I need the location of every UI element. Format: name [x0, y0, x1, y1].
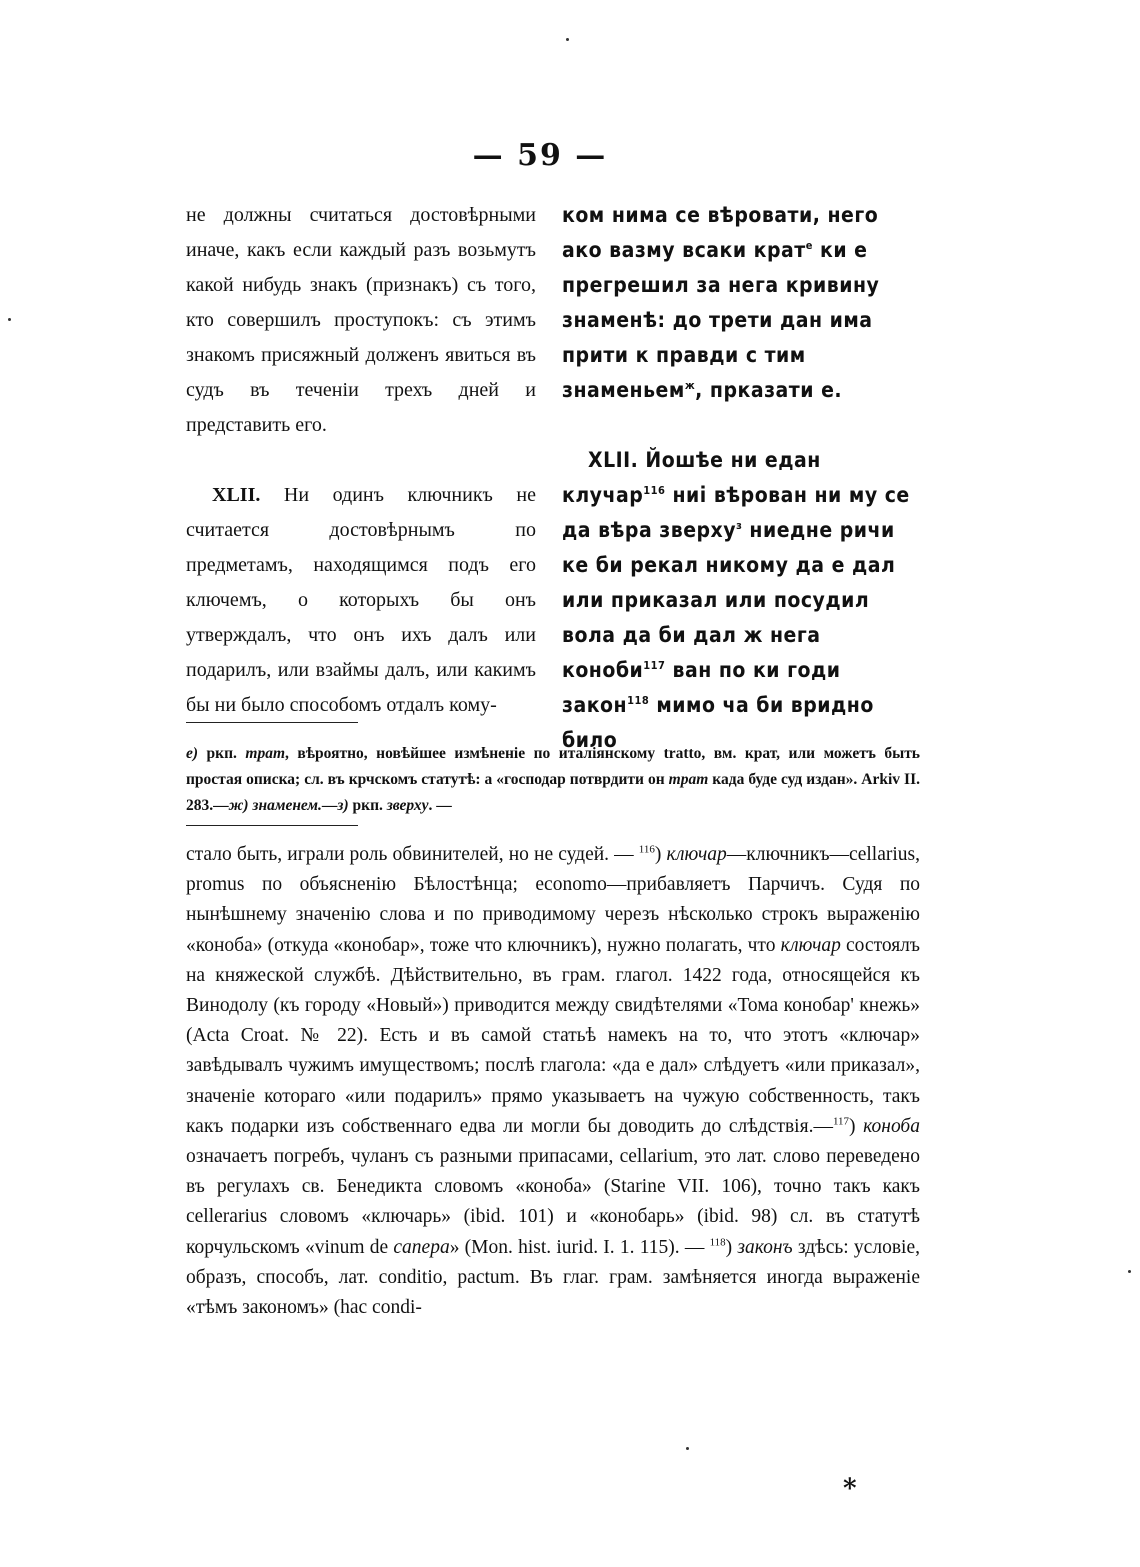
left-paragraph-xlii	[186, 478, 536, 723]
footnote-text: , вѣроятно, новѣйшее измѣненіе по италіянскому tratto, вм. крат, или можетъ быть простая описка; сл. въ крчскомъ статутѣ: а «господар потврдити он	[186, 745, 921, 788]
commentary-text: )	[849, 1115, 864, 1137]
right-text-segment: ком нима се вѣровати, него ако вазму всаки крат	[562, 203, 879, 262]
commentary-text: означаетъ погребъ, чуланъ съ разными припасами, cellarium, это лат. слово переведено въ регулахъ св. Бенедикта словомъ «коноба» (Starine VII. 106), точно такъ какъ cellerarius словомъ «ключарь» (ibid. 101) и «конобарь» (ibid. 98) сл. въ статутѣ корчульскомъ «vinum de	[186, 1146, 920, 1258]
footnote-divider-1	[186, 722, 358, 723]
commentary-text: стало быть, играли роль обвинителей, но не судей. —	[186, 844, 639, 865]
footnote-text: ркп.	[348, 797, 387, 814]
commentary-text: —ключникъ—cellarius, promus по объясненію Бѣлостѣнца; economo—прибавляетъ Парчичъ. Судя по нынѣшнему значенію слова и по приводимому черезъ нѣсколько строкъ выраженію «коноба» (откуда «конобар», тоже что ключникъ), нужно полагать, что	[186, 844, 920, 956]
right-paragraph-xlii	[562, 443, 920, 758]
footnote-italic: зверху	[386, 797, 429, 814]
commentary-text: здѣсь: условіе, образъ, способъ, лат. conditio, pactum. Въ глаг. грам. замѣняется иногда выраженіе «тѣмъ закономъ» (hac condi-	[186, 1236, 920, 1319]
page-number: — 59 —	[472, 138, 608, 173]
footnote-text: када буде суд издан». Arkiv II. 283.—	[186, 771, 920, 814]
right-text-segment: ниі вѣрован ни му се да вѣра зверху	[562, 483, 910, 542]
commentary-text: )	[654, 844, 667, 865]
left-paragraph-xlii-text: Ни одинъ ключникъ не считается достовѣрнымъ по предметамъ, находящимся подъ его ключемъ, о которыхъ бы онъ утверждалъ, что онъ ихъ далъ или подарилъ, или взаймы далъ, или какимъ бы ни было способомъ отдалъ кому-	[186, 484, 536, 716]
left-paragraph-1: не должны считаться достовѣрными иначе, какъ если каждый разъ возьмутъ какой нибудь знакъ (признакъ) съ того, кто совершилъ проступокъ: съ этимъ знакомъ присяжный долженъ явиться въ судъ въ теченіи трехъ дней и представить его.	[186, 204, 536, 436]
commentary-paragraph	[186, 840, 920, 1323]
right-text-segment: мимо ча би вридно било	[562, 693, 874, 752]
footnote-e-zh-z	[186, 741, 920, 819]
commentary-footnotes	[186, 840, 920, 1323]
commentary-text: состоялъ на княжеской службѣ. Дѣйствительно, въ грам. глагол. 1422 года, относящейся къ Винодолу (къ городу «Новый») приводится между свидѣтелями «Тома конобар' кнежь» (Acta Croat. № 22). Есть и въ самой статьѣ намекъ на то, что этотъ «ключар» завѣдывалъ чужимъ имуществомъ; послѣ глагола: «да е дал» слѣдуетъ «или приказал», значеніе котораго «или подарилъ» прямо указываетъ на чужую собственность, такъ какъ подарки изъ собственнаго едва ли могли бы доводить до слѣдствія.—	[186, 934, 920, 1137]
right-text-segment: ван по ки годи закон	[562, 658, 841, 717]
footnote-ref-e: е	[805, 239, 813, 252]
signature-mark: *	[843, 1474, 857, 1504]
article-number: XLII.	[588, 448, 639, 472]
footnote-number-116: 116	[638, 843, 655, 856]
scan-speck	[566, 38, 569, 41]
footnote-number-118: 118	[709, 1236, 726, 1249]
footnote-ref-117: 117	[643, 659, 666, 672]
footnote-label-zh: ж)	[228, 797, 249, 814]
scan-speck	[8, 318, 11, 321]
scan-speck	[1128, 1270, 1131, 1273]
commentary-italic: ключар	[666, 844, 727, 865]
right-text-segment: , прказати е.	[695, 378, 843, 402]
right-text-segment: Йошѣе ни едан клучар	[562, 448, 821, 507]
footnote-ref-118: 118	[627, 694, 650, 707]
textual-footnotes	[186, 741, 920, 819]
right-paragraph-1	[562, 198, 920, 408]
footnote-ref-z: з	[736, 519, 743, 532]
footnote-number-117: 117	[832, 1115, 850, 1128]
commentary-italic: законъ	[737, 1236, 793, 1258]
original-text-column	[562, 198, 920, 758]
footnote-italic: знаменем.	[248, 797, 322, 814]
commentary-italic: canepa	[393, 1236, 450, 1258]
footnote-label-z: з)	[337, 797, 349, 814]
commentary-italic: ключар	[780, 934, 841, 956]
commentary-text: )	[725, 1236, 738, 1258]
footnote-ref-116: 116	[643, 484, 666, 497]
footnote-text: . —	[428, 797, 452, 814]
footnote-text: ркп.	[198, 745, 246, 762]
article-number: XLII.	[212, 484, 261, 506]
footnote-divider-2	[186, 825, 358, 826]
footnote-ref-zh: ж	[684, 379, 696, 392]
footnote-text: —	[321, 797, 338, 814]
right-text-segment: ниедне ричи ке би рекал никому да е дал или приказал или посудил вола да би дал ж нега коноби	[562, 518, 896, 682]
scan-speck	[686, 1447, 689, 1450]
footnote-label-e: е)	[186, 745, 199, 762]
right-text-segment: ки е прегрешил за нега кривину знаменѣ: до трети дан има прити к правди с тим знаменьем	[562, 238, 880, 402]
commentary-text: » (Mon. hist. iurid. I. 1. 115). —	[449, 1236, 710, 1258]
russian-translation-column	[186, 198, 536, 723]
commentary-italic: коноба	[863, 1115, 920, 1137]
footnote-italic: трат	[668, 771, 709, 788]
footnote-italic: трат	[245, 745, 286, 762]
